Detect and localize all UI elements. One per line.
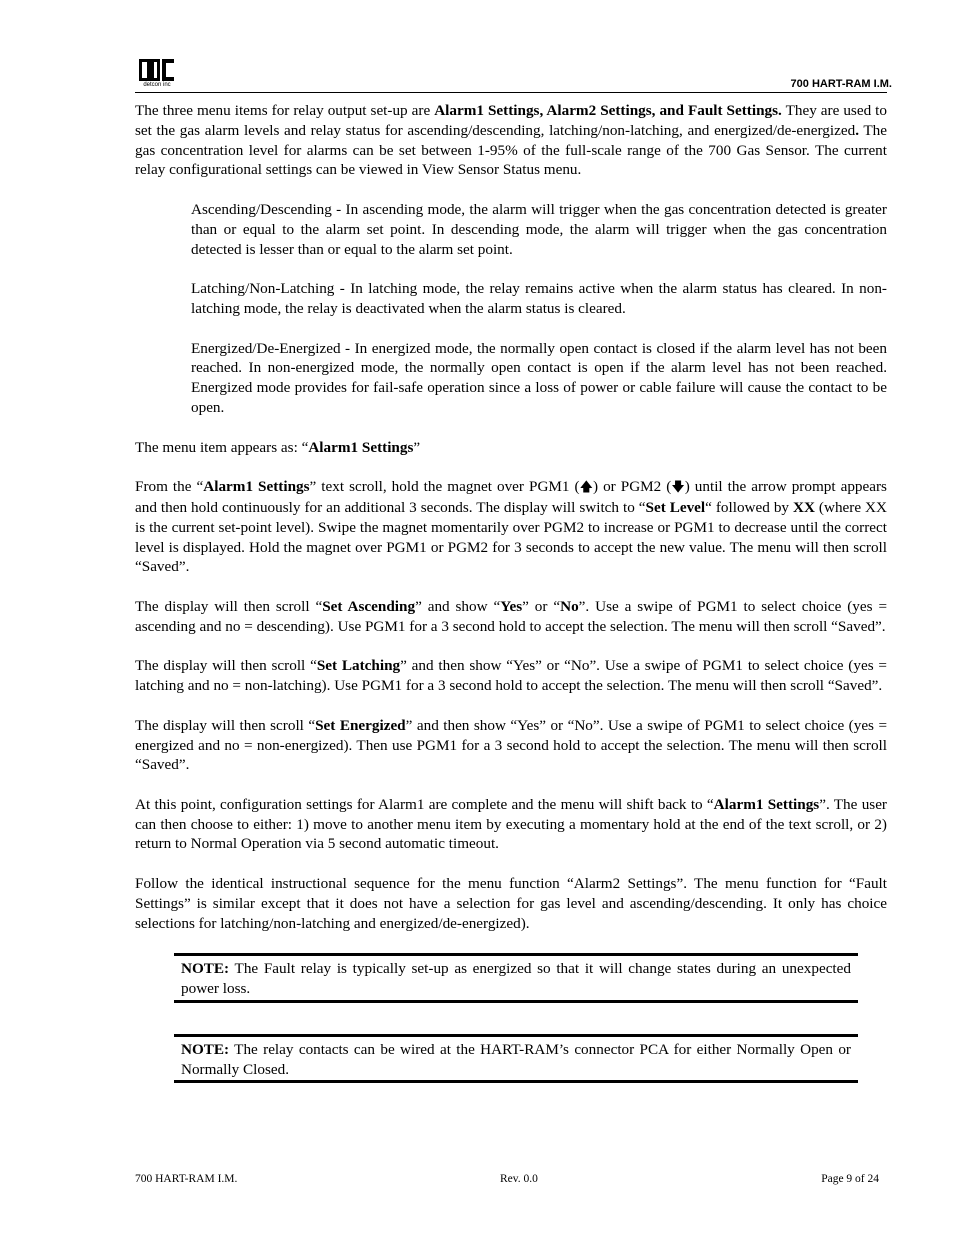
logo-word: detcon inc bbox=[143, 82, 171, 88]
note-box: NOTE: The Fault relay is typically set-up as energized so that it will change states during an unexpected power loss. bbox=[174, 953, 858, 1003]
header-rule bbox=[135, 92, 887, 93]
arrow-up-icon: 🡅 bbox=[579, 480, 593, 496]
arrow-down-icon: 🡇 bbox=[671, 480, 685, 496]
set-level-paragraph: From the “Alarm1 Settings” text scroll, hold the magnet over PGM1 (🡅) or PGM2 (🡇) until the arrow prompt appears and then hold continuously for an additional 3 seconds. The display will switch to “Set Level“ followed by XX (where XX is the current set-point level). Swipe the magnet momentarily over PGM2 to increase or PGM1 to decrease until the correct level is displayed. Hold the magnet over PGM1 or PGM2 for 3 seconds to accept the new value. The menu will then scroll “Saved”. bbox=[135, 478, 887, 576]
dc-logo-mark bbox=[137, 58, 177, 82]
footer-revision: Rev. 0.0 bbox=[500, 1173, 538, 1185]
page-body bbox=[135, 101, 887, 1083]
ascending-descending-paragraph: Ascending/Descending - In ascending mode, the alarm will trigger when the gas concentration detected is greater than or equal to the alarm set point. In descending mode, the alarm will trigger when the gas concentration detected is lesser than or equal to the alarm set point. bbox=[191, 200, 887, 258]
note-box: NOTE: The relay contacts can be wired at the HART-RAM’s connector PCA for either Normally Open or Normally Closed. bbox=[174, 1034, 858, 1084]
energized-paragraph: Energized/De-Energized - In energized mode, the normally open contact is closed if the alarm level has not been reached. In non-energized mode, the normally open contact is open if the alarm level has not been reached. Energized mode provides for fail-safe operation since a loss of power or cable failure will cause the contact to be open. bbox=[191, 339, 887, 416]
follow-paragraph: Follow the identical instructional sequence for the menu function “Alarm2 Settings”. The menu function for “Fault Settings” is similar except that it does not have a selection for gas level and ascending/descending. It only has choice selections for latching/non-latching and energized/de-energized). bbox=[135, 875, 887, 932]
menu-item-paragraph: The menu item appears as: “Alarm1 Settings” bbox=[135, 438, 421, 456]
footer-page-number: Page 9 of 24 bbox=[821, 1173, 879, 1185]
set-ascending-paragraph: The display will then scroll “Set Ascending” and show “Yes” or “No”. Use a swipe of PGM1 to select choice (yes = ascending and no = descending). Use PGM1 for a 3 second hold to accept the selection. The menu will then scroll “Saved”. bbox=[135, 597, 888, 635]
footer-doc-id: 700 HART-RAM I.M. bbox=[135, 1173, 238, 1185]
page-footer bbox=[135, 1172, 887, 1186]
set-latching-paragraph: The display will then scroll “Set Latching” and then show “Yes” or “No”. Use a swipe of PGM1 to select choice (yes = latching and no = non-latching). Use PGM1 for a 3 second hold to accept the selection. The menu will then scroll “Saved”. bbox=[135, 657, 887, 695]
header-doc-id: 700 HART-RAM I.M. bbox=[790, 78, 892, 90]
set-energized-paragraph: The display will then scroll “Set Energized” and then show “Yes” or “No”. Use a swipe of PGM1 to select choice (yes = energized and no = non-energized). Then use PGM1 for a 3 second hold to accept the selection. The menu will then scroll “Saved”. bbox=[135, 716, 888, 774]
complete-paragraph: At this point, configuration settings for Alarm1 are complete and the menu will shift back to “Alarm1 Settings”. The user can then choose to either: 1) move to another menu item by executing a momentary hold at the end of the text scroll, or 2) return to Normal Operation via 5 second automatic timeout. bbox=[135, 795, 887, 853]
detcon-logo bbox=[137, 58, 177, 90]
relay-intro-paragraph: The three menu items for relay output set-up are Alarm1 Settings, Alarm2 Settings, and Fault Settings. They are used to set the gas alarm levels and relay status for ascending/descending, latching/non-latching, and energized/de-energized. The gas concentration level for alarms can be set between 1-95% of the full-scale range of the 700 Gas Sensor. The current relay configurational settings can be viewed in View Sensor Status menu. bbox=[135, 102, 887, 179]
latching-paragraph: Latching/Non-Latching - In latching mode, the relay remains active when the alarm status has cleared. In non-latching mode, the relay is deactivated when the alarm status is cleared. bbox=[191, 280, 887, 317]
